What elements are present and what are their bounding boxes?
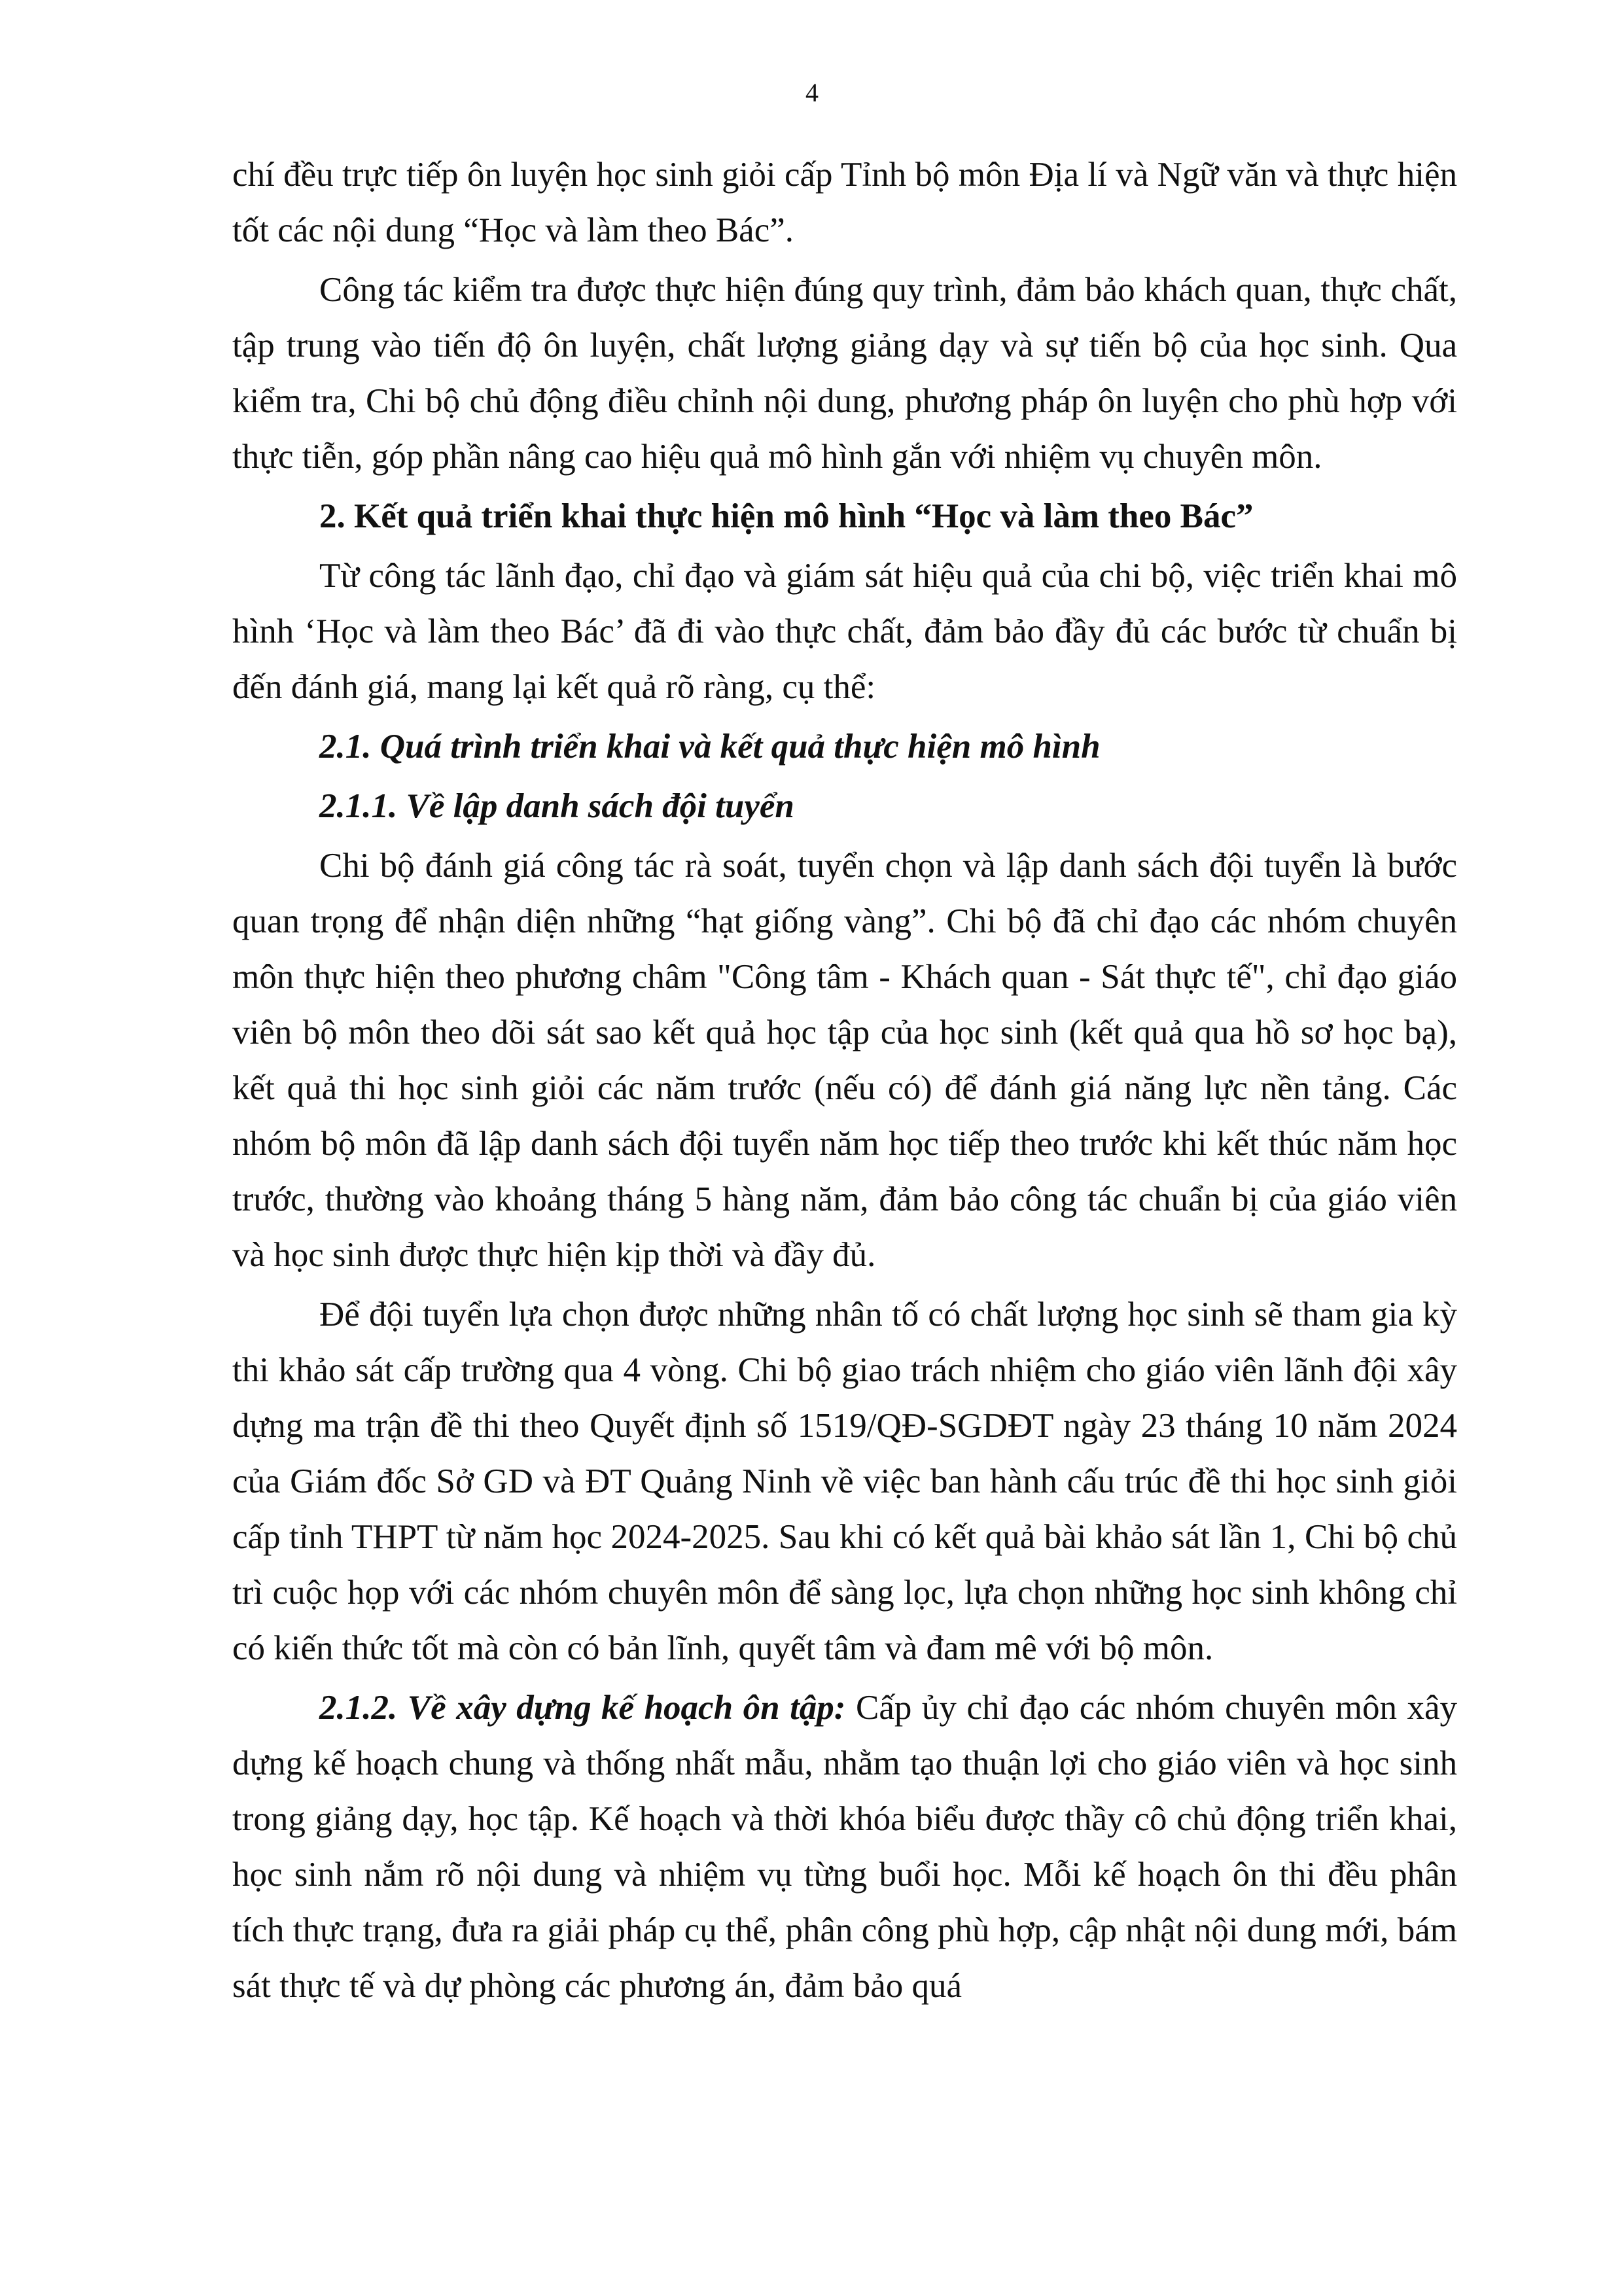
paragraph-section-2-intro: Từ công tác lãnh đạo, chỉ đạo và giám sát hiệu quả của chi bộ, việc triển khai mô hình ‘Học và làm theo Bác’ đã đi vào thực chất, đảm bảo đầy đủ các bước từ chuẩn bị đến đánh giá, mang lại kết quả rõ ràng, cụ thể: xyxy=(232,557,1457,706)
paragraph-team-selection: Chi bộ đánh giá công tác rà soát, tuyển chọn và lập danh sách đội tuyển là bước quan trọng để nhận diện những “hạt giống vàng”. Chi bộ đã chỉ đạo các nhóm chuyên môn thực hiện theo phương châm "Công tâm - Khách quan - Sát thực tế", chỉ đạo giáo viên bộ môn theo dõi sát sao kết quả học tập của học sinh (kết quả qua hồ sơ học bạ), kết quả thi học sinh giỏi các năm trước (nếu có) để đánh giá năng lực nền tảng. Các nhóm bộ môn đã lập danh sách đội tuyển năm học tiếp theo trước khi kết thúc năm học trước, thường vào khoảng tháng 5 hàng năm, đảm bảo công tác chuẩn bị của giáo viên và học sinh được thực hiện kịp thời và đầy đủ. xyxy=(232,847,1457,1274)
subsection-heading-2-1-1: 2.1.1. Về lập danh sách đội tuyển xyxy=(319,787,794,825)
paragraph-survey-rounds: Để đội tuyển lựa chọn được những nhân tố có chất lượng học sinh sẽ tham gia kỳ thi khảo sát cấp trường qua 4 vòng. Chi bộ giao trách nhiệm cho giáo viên lãnh đội xây dựng ma trận đề thi theo Quyết định số 1519/QĐ-SGDĐT ngày 23 tháng 10 năm 2024 của Giám đốc Sở GD và ĐT Quảng Ninh về việc ban hành cấu trúc đề thi học sinh giỏi cấp tỉnh THPT từ năm học 2024-2025. Sau khi có kết quả bài khảo sát lần 1, Chi bộ chủ trì cuộc họp với các nhóm chuyên môn để sàng lọc, lựa chọn những học sinh không chỉ có kiến thức tốt mà còn có bản lĩnh, quyết tâm và đam mê với bộ môn. xyxy=(232,1296,1457,1667)
subsection-heading-2-1-2: 2.1.2. Về xây dựng kế hoạch ôn tập: xyxy=(319,1689,846,1727)
paragraph-review-plan xyxy=(232,1680,1457,2018)
page-number: 4 xyxy=(805,78,819,107)
subsection-heading-2-1: 2.1. Quá trình triển khai và kết quả thực hiện mô hình xyxy=(319,728,1101,766)
paragraph-review-plan-text: Cấp ủy chỉ đạo các nhóm chuyên môn xây dựng kế hoạch chung và thống nhất mẫu, nhằm tạo thuận lợi cho giáo viên và học sinh trong giảng dạy, học tập. Kế hoạch và thời khóa biểu được thầy cô chủ động triển khai, học sinh nắm rõ nội dung và nhiệm vụ từng buổi học. Mỗi kế hoạch ôn thi đều phân tích thực trạng, đưa ra giải pháp cụ thể, phân công phù hợp, cập nhật nội dung mới, bám sát thực tế và dự phòng các phương án, đảm bảo quá xyxy=(232,1689,1457,2005)
paragraph-inspection: Công tác kiểm tra được thực hiện đúng quy trình, đảm bảo khách quan, thực chất, tập trung vào tiến độ ôn luyện, chất lượng giảng dạy và sự tiến bộ của học sinh. Qua kiểm tra, Chi bộ chủ động điều chỉnh nội dung, phương pháp ôn luyện cho phù hợp với thực tiễn, góp phần nâng cao hiệu quả mô hình gắn với nhiệm vụ chuyên môn. xyxy=(232,271,1457,476)
section-heading-2: 2. Kết quả triển khai thực hiện mô hình “Học và làm theo Bác” xyxy=(319,497,1254,535)
document-body xyxy=(232,147,1457,2018)
paragraph-continuation: chí đều trực tiếp ôn luyện học sinh giỏi cấp Tỉnh bộ môn Địa lí và Ngữ văn và thực hiện tốt các nội dung “Học và làm theo Bác”. xyxy=(232,156,1457,249)
